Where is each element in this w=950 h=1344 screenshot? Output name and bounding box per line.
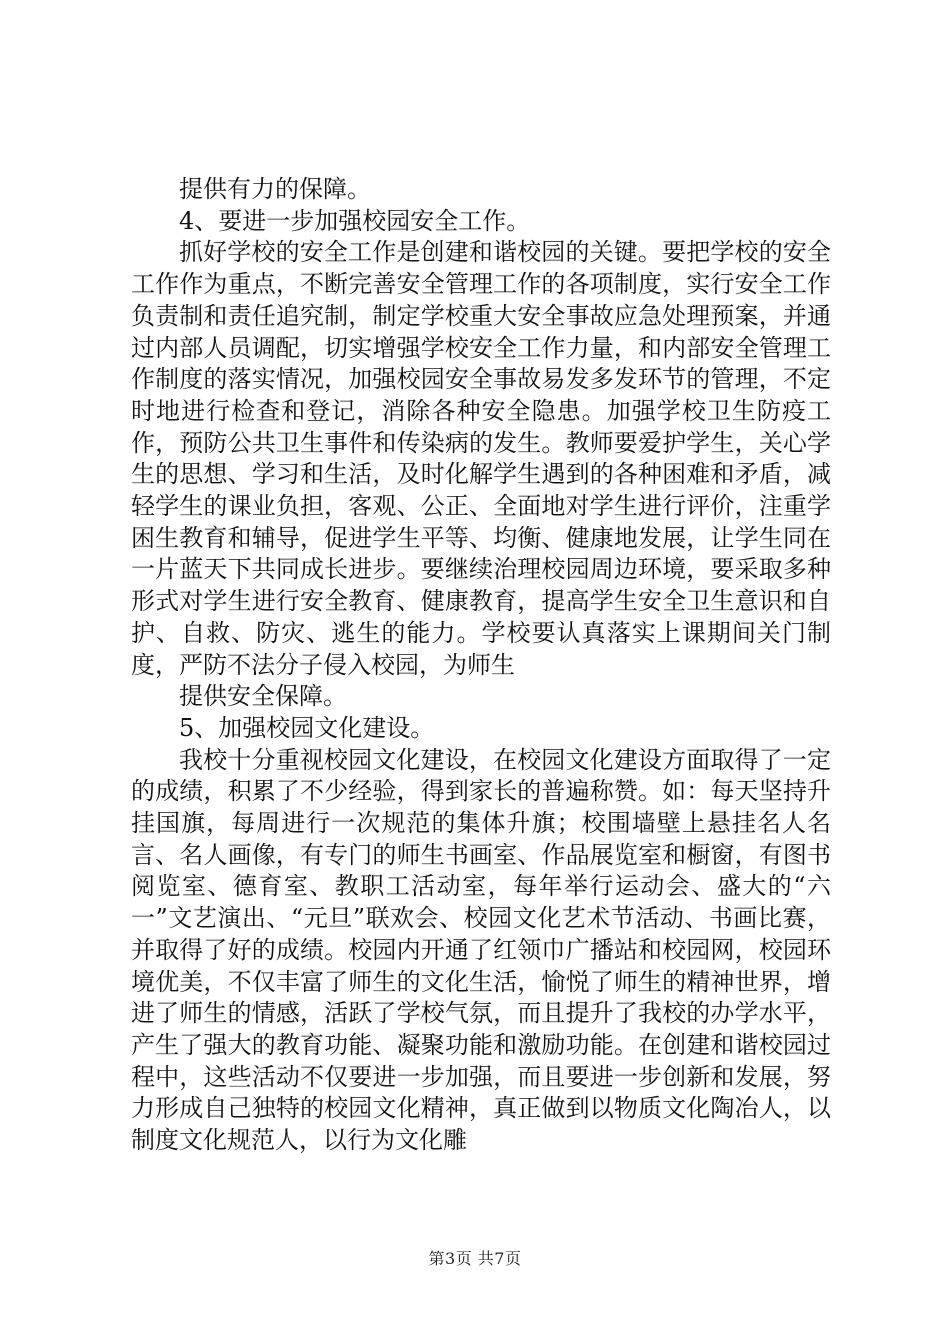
section-heading-4: 4、要进一步加强校园安全工作。: [179, 206, 531, 235]
paragraph-culture: 我校十分重视校园文化建设，在校园文化建设方面取得了一定的成绩，积累了不少经验，得到家长的普遍称赞。如：每天坚持升挂国旗，每周进行一次规范的集体升旗；校围墙壁上悬挂名人名言、名人画像，有专门的师生书画室、作品展览室和橱窗，有图书阅览室、德育室、教职工活动室，每年举行运动会、盛大的“六一”文艺演出、“元旦”联欢会、校园文化艺术节活动、书画比赛，并取得了好的成绩。校园内开通了红领巾广播站和校园网，校园环境优美，不仅丰富了师生的文化生活，愉悦了师生的精神世界，增进了师生的情感，活跃了学校气氛，而且提升了我校的办学水平，产生了强大的教育功能、凝聚功能和激励功能。在创建和谐校园过程中，这些活动不仅要进一步加强，而且要进一步创新和发展，努力形成自己独特的校园文化精神，真正做到以物质文化陶冶人，以制度文化规范人，以行为文化雕: [131, 745, 831, 1155]
paragraph-safety: 抓好学校的安全工作是创建和谐校园的关键。要把学校的安全工作作为重点，不断完善安全管理工作的各项制度，实行安全工作负责制和责任追究制，制定学校重大安全事故应急处理预案，并通过内部人员调配，切实增强学校安全工作力量，和内部安全管理工作制度的落实情况，加强校园安全事故易发多发环节的管理，不定时地进行检查和登记，消除各种安全隐患。加强学校卫生防疫工作，预防公共卫生事件和传染病的发生。教师要爱护学生，关心学生的思想、学习和生活，及时化解学生遇到的各种困难和矛盾，减轻学生的课业负担，客观、公正、全面地对学生进行评价，注重学困生教育和辅导，促进学生平等、均衡、健康地发展，让学生同在一片蓝天下共同成长进步。要继续治理校园周边环境，要采取多种形式对学生进行安全教育、健康教育，提高学生安全卫生意识和自护、自救、防灾、逃生的能力。学校要认真落实上课期间关门制度，严防不法分子侵入校园，为师生: [131, 238, 831, 679]
page-footer: 第3页 共7页: [428, 1249, 522, 1268]
section-heading-5: 5、加强校园文化建设。: [179, 713, 435, 742]
document-body: [131, 174, 831, 1157]
paragraph-1: 提供有力的保障。: [179, 175, 371, 203]
paragraph-safety-end: 提供安全保障。: [179, 682, 347, 711]
